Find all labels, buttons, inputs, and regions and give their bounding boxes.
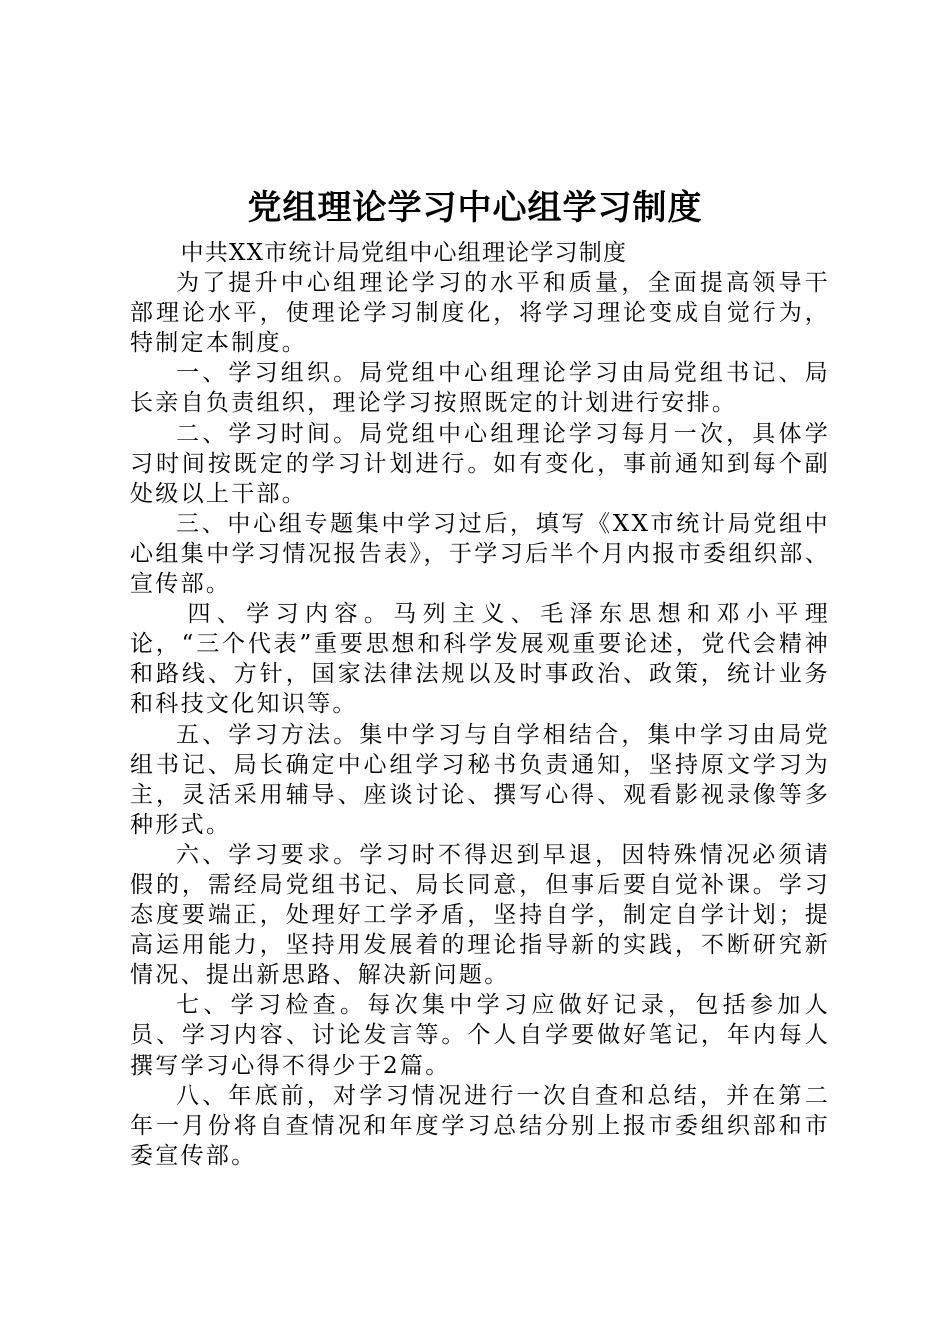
document-body	[130, 238, 830, 1171]
paragraph-organization: 一、学习组织。局党组中心组理论学习由局党组书记、局长亲自负责组织，理论学习按照既定的计划进行安排。	[130, 360, 830, 417]
document-subtitle: 中共XX市统计局党组中心组理论学习制度	[180, 240, 628, 266]
paragraph-inspection: 七、学习检查。每次集中学习应做好记录，包括参加人员、学习内容、讨论发言等。个人自学要做好笔记，年内每人撰写学习心得不得少于2篇。	[130, 992, 830, 1079]
paragraph-content: 四、学习内容。马列主义、毛泽东思想和邓小平理论，“三个代表”重要思想和科学发展观重要论述，党代会精神和路线、方针，国家法律法规以及时事政治、政策，统计业务和科技文化知识等。	[130, 601, 830, 718]
paragraph-requirements: 六、学习要求。学习时不得迟到早退，因特殊情况必须请假的，需经局党组书记、局长同意，但事后要自觉补课。学习态度要端正，处理好工学矛盾，坚持自学，制定自学计划；提高运用能力，坚持用发展着的理论指导新的实践，不断研究新情况、提出新思路、解决新问题。	[130, 841, 830, 989]
paragraph-time: 二、学习时间。局党组中心组理论学习每月一次，具体学习时间按既定的学习计划进行。如有变化，事前通知到每个副处级以上干部。	[130, 420, 830, 507]
paragraph-report: 三、中心组专题集中学习过后，填写《XX市统计局党组中心组集中学习情况报告表》，于学习后半个月内报市委组织部、宣传部。	[130, 510, 830, 598]
document-title: 党组理论学习中心组学习制度	[247, 188, 703, 228]
paragraph-intro: 为了提升中心组理论学习的水平和质量，全面提高领导干部理论水平，使理论学习制度化，将学习理论变成自觉行为，特制定本制度。	[130, 270, 830, 357]
paragraph-year-end-review: 八、年底前，对学习情况进行一次自查和总结，并在第二年一月份将自查情况和年度学习总结分别上报市委组织部和市委宣传部。	[130, 1082, 830, 1169]
paragraph-method: 五、学习方法。集中学习与自学相结合，集中学习由局党组书记、局长确定中心组学习秘书负责通知，坚持原文学习为主，灵活采用辅导、座谈讨论、撰写心得、观看影视录像等多种形式。	[130, 721, 830, 838]
